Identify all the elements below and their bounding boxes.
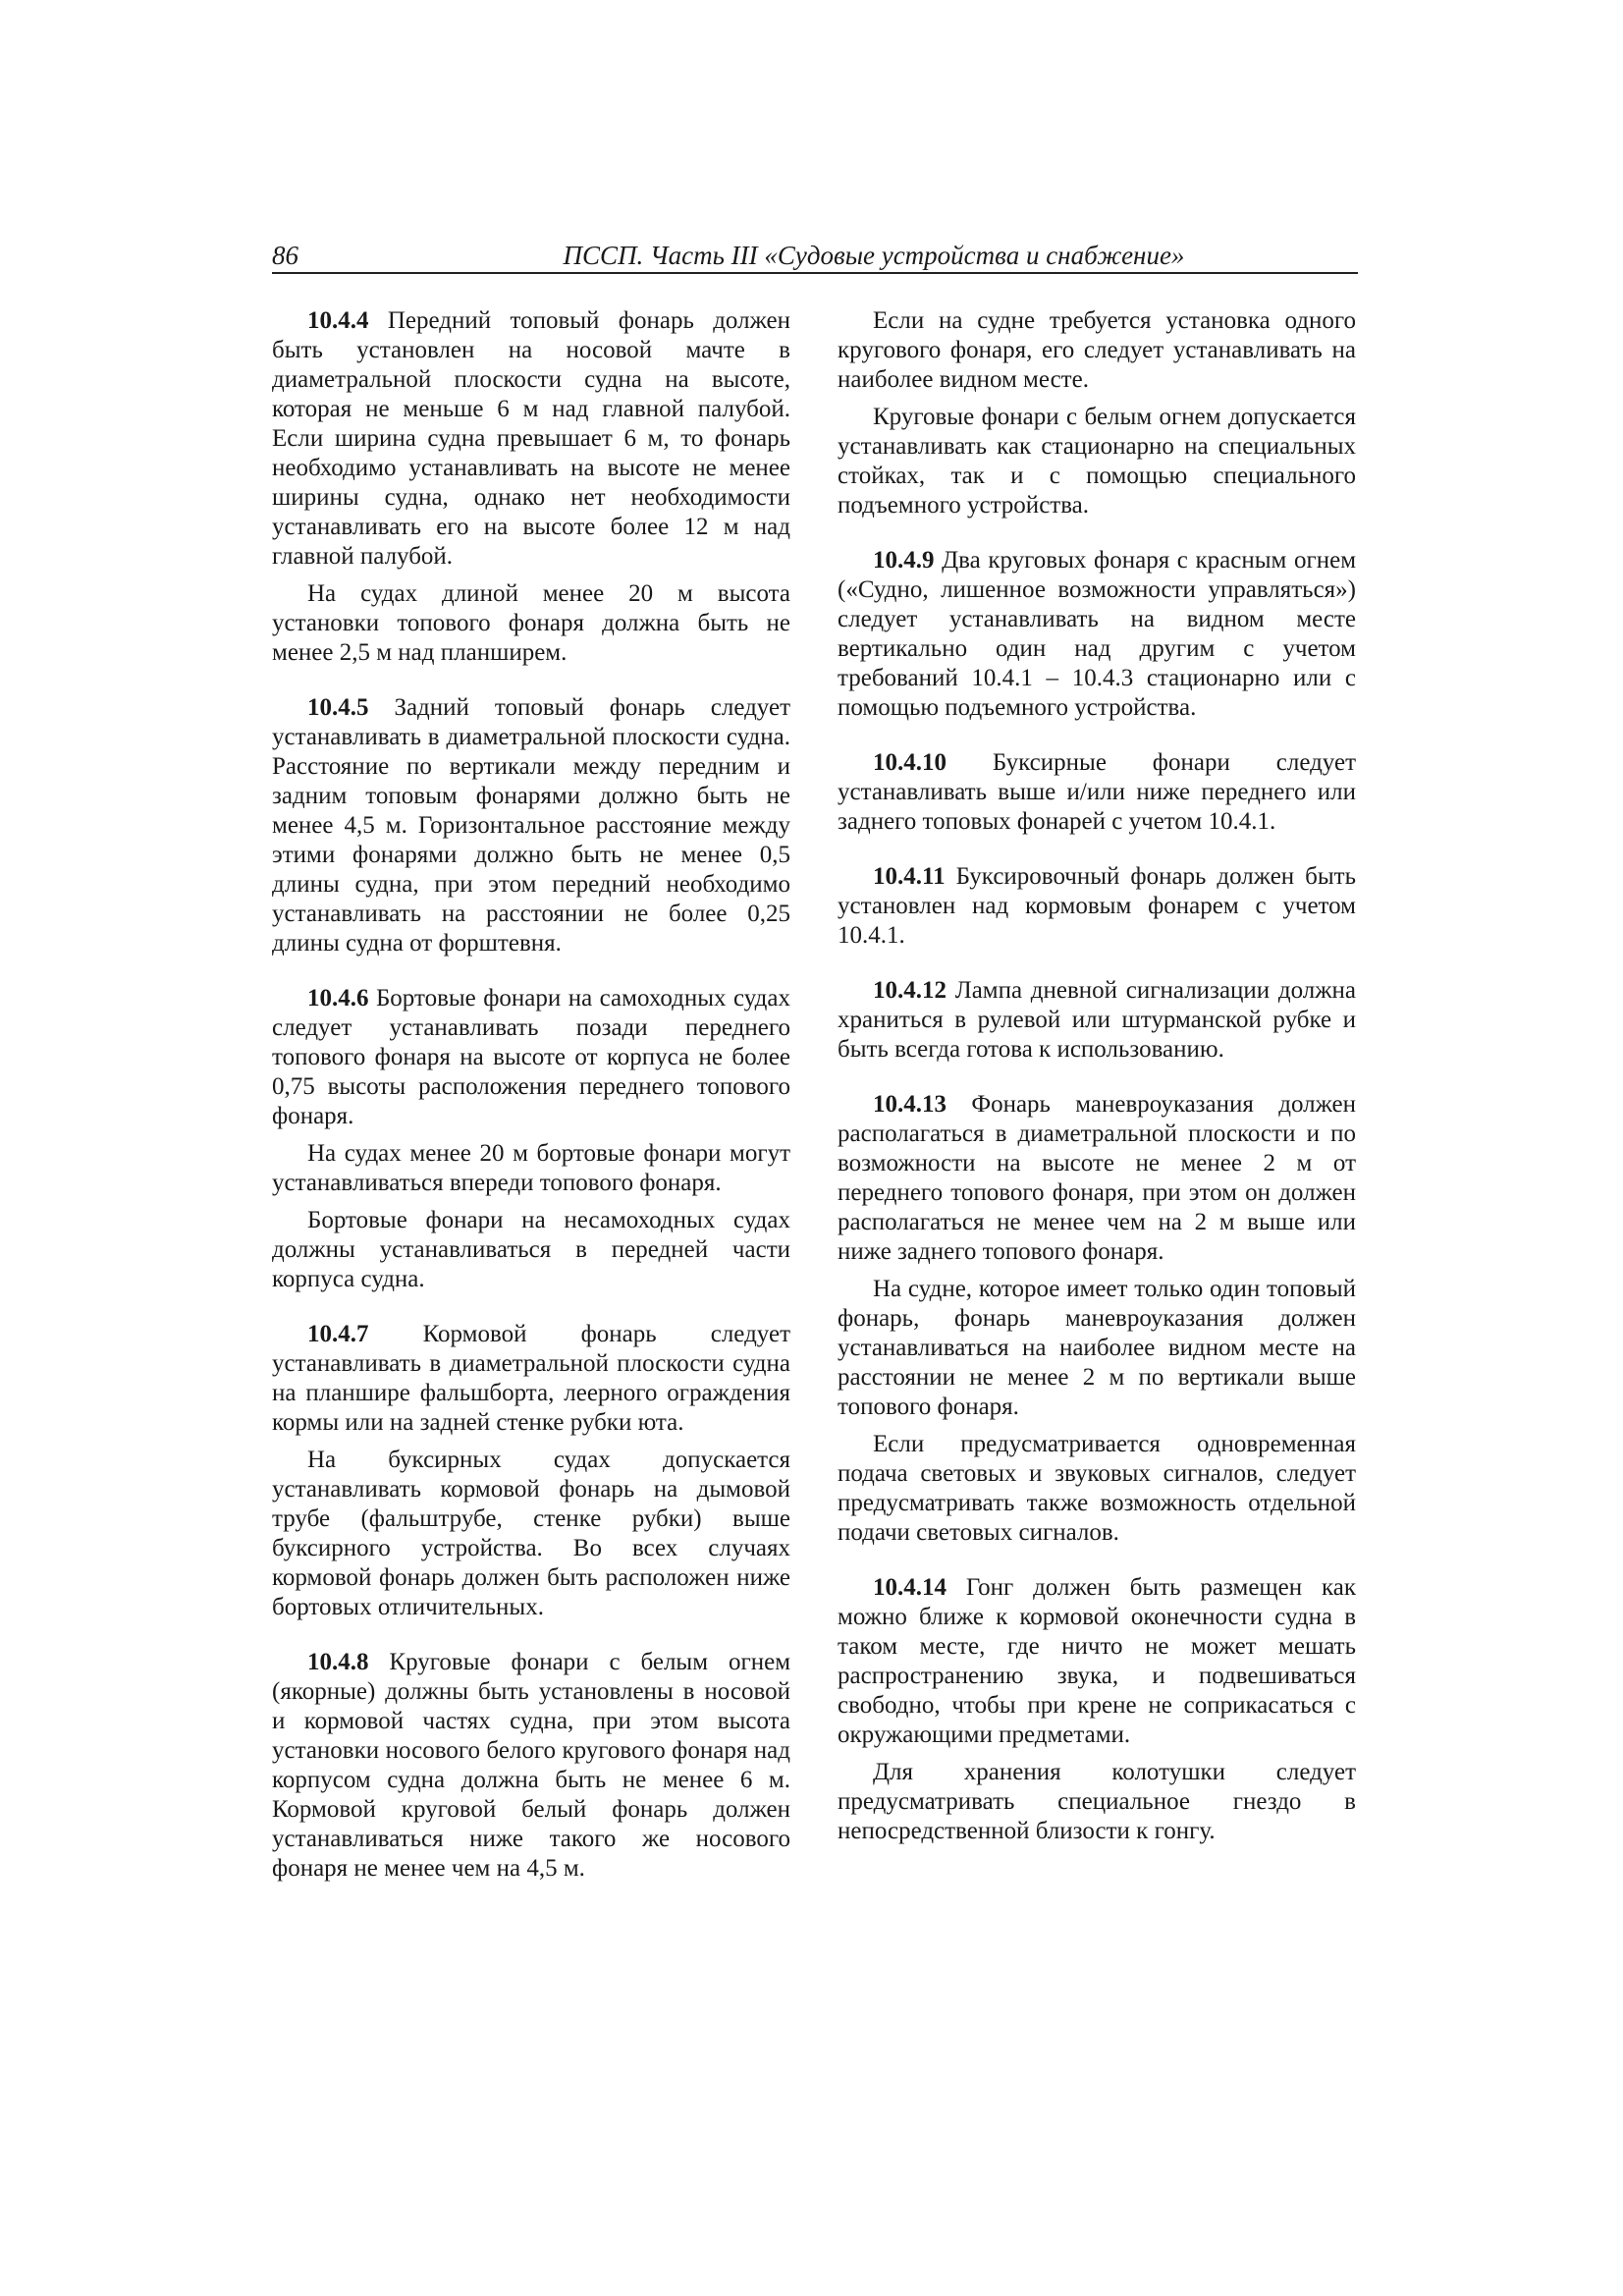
paragraph: [838, 1275, 1356, 1422]
paragraph-text: Передний топовый фонарь должен быть установлен на носовой мачте в диаметральной плоскости судна на высоте, которая не меньше 6 м над главной палубой. Если ширина судна превышает 6 м, то фонарь необходимо устанавливать на высоте не менее ширины судна, однако нет необходимости устанавливать его на высоте более 12 м над главной палубой.: [272, 307, 791, 570]
clause-number: 10.4.14: [873, 1574, 947, 1601]
clause-number: 10.4.13: [873, 1091, 947, 1118]
running-title: ПССП. Часть III «Судовые устройства и снабжение»: [563, 241, 1185, 270]
clause-number: 10.4.9: [873, 547, 935, 574]
paragraph-text: На буксирных судах допускается устанавливать кормовой фонарь на дымовой трубе (фальштрубе, стенке рубки) выше буксирного устройства. Во всех случаях кормовой фонарь должен быть расположен ниже бортовых отличительных.: [272, 1447, 790, 1620]
paragraph-text: На судне, которое имеет только один топовый фонарь, фонарь маневроуказания должен устанавливаться на наиболее видном месте на расстоянии не менее 2 м по вертикали выше топового фонаря.: [838, 1276, 1356, 1420]
paragraph-text: Фонарь маневроуказания должен располагаться в диаметральной плоскости и по возможности на высоте не менее 2 м от переднего топового фонаря, при этом он должен располагаться не менее чем на 2 м выше или ниже заднего топового фонаря.: [838, 1091, 1357, 1265]
page-number: 86: [272, 241, 298, 270]
paragraph-10-4-5: [272, 693, 790, 958]
paragraph-10-4-4: [272, 306, 790, 572]
right-column: [838, 306, 1356, 1846]
paragraph-text: На судах менее 20 м бортовые фонари могут устанавливаться впереди топового фонаря.: [272, 1140, 790, 1196]
paragraph-10-4-7: [272, 1320, 790, 1438]
paragraph-10-4-6: [272, 984, 790, 1131]
paragraph-10-4-8: [272, 1648, 790, 1884]
clause-number: 10.4.8: [307, 1649, 369, 1675]
clause-number: 10.4.12: [873, 977, 947, 1004]
paragraph-text: Для хранения колотушки следует предусматривать специальное гнездо в непосредственной близости к гонгу.: [838, 1759, 1356, 1844]
paragraph-text: Гонг должен быть размещен как можно ближе к кормовой оконечности судна в таком месте, где ничто не может мешать распространению звука, и подвешиваться свободно, чтобы при крене не соприкасаться с окружающими предметами.: [838, 1574, 1356, 1748]
paragraph-10-4-14: [838, 1573, 1356, 1750]
paragraph: [272, 1139, 790, 1198]
clause-number: 10.4.6: [307, 985, 369, 1011]
paragraph-text: Бортовые фонари на самоходных судах следует устанавливать позади переднего топового фонаря на высоте от корпуса не более 0,75 высоты расположения переднего топового фонаря.: [272, 985, 791, 1129]
paragraph-10-4-10: [838, 748, 1356, 837]
paragraph: [272, 1446, 790, 1622]
clause-number: 10.4.11: [873, 863, 946, 890]
paragraph: [838, 1430, 1356, 1548]
paragraph-10-4-11: [838, 862, 1356, 951]
paragraph: [272, 579, 790, 668]
clause-number: 10.4.5: [307, 694, 369, 721]
paragraph-text: Лампа дневной сигнализации должна храниться в рулевой или штурманской рубке и быть всегда готова к использованию.: [838, 977, 1357, 1063]
paragraph-10-4-9: [838, 546, 1356, 723]
clause-number: 10.4.4: [307, 307, 369, 334]
paragraph: [272, 1206, 790, 1294]
paragraph-text: Если на судне требуется установка одного кругового фонаря, его следует устанавливать на наиболее видном месте.: [838, 307, 1356, 393]
paragraph-text: Кормовой фонарь следует устанавливать в диаметральной плоскости судна на планшире фальшборта, леерного ограждения кормы или на задней стенке рубки юта.: [272, 1321, 790, 1436]
paragraph-text: Бортовые фонари на несамоходных судах должны устанавливаться в передней части корпуса судна.: [272, 1207, 790, 1292]
paragraph-text: Буксировочный фонарь должен быть установлен над кормовым фонарем с учетом 10.4.1.: [838, 863, 1356, 949]
paragraph-10-4-12: [838, 976, 1356, 1065]
paragraph: [838, 403, 1356, 520]
paragraph: [838, 1758, 1356, 1846]
paragraph-text: Два круговых фонаря с красным огнем («Судно, лишенное возможности управляться») следует устанавливать на видном месте вертикально один над другим с учетом требований 10.4.1 – 10.4.3 стационарно или с помощью подъемного устройства.: [838, 547, 1357, 721]
left-column: [272, 306, 790, 1884]
clause-number: 10.4.10: [873, 749, 947, 776]
paragraph: [838, 306, 1356, 395]
paragraph-text: Круговые фонари с белым огнем допускается устанавливать как стационарно на специальных стойках, так и с помощью специального подъемного устройства.: [838, 404, 1356, 519]
paragraph-text: На судах длиной менее 20 м высота установки топового фонаря должна быть не менее 2,5 м над планширем.: [272, 580, 790, 666]
paragraph-text: Задний топовый фонарь следует устанавливать в диаметральной плоскости судна. Расстояние по вертикали между передним и задним топовым фонарями должно быть не менее 4,5 м. Горизонтальное расстояние между этими фонарями должно быть не менее 0,5 длины судна, при этом передний необходимо устанавливать на расстоянии не более 0,25 длины судна от форштевня.: [272, 694, 790, 957]
paragraph-10-4-13: [838, 1090, 1356, 1267]
paragraph-text: Если предусматривается одновременная подача световых и звуковых сигналов, следует предусматривать также возможность отдельной подачи световых сигналов.: [838, 1431, 1356, 1546]
page-header: [272, 241, 1358, 274]
clause-number: 10.4.7: [307, 1321, 369, 1347]
paragraph-text: Буксирные фонари следует устанавливать выше и/или ниже переднего или заднего топовых фонарей с учетом 10.4.1.: [838, 749, 1357, 835]
paragraph-text: Круговые фонари с белым огнем (якорные) должны быть установлены в носовой и кормовой частях судна, при этом высота установки носового белого кругового фонаря над корпусом судна должна быть не менее 6 м. Кормовой круговой белый фонарь должен устанавливаться ниже такого же носового фонаря не менее чем на 4,5 м.: [272, 1649, 791, 1882]
